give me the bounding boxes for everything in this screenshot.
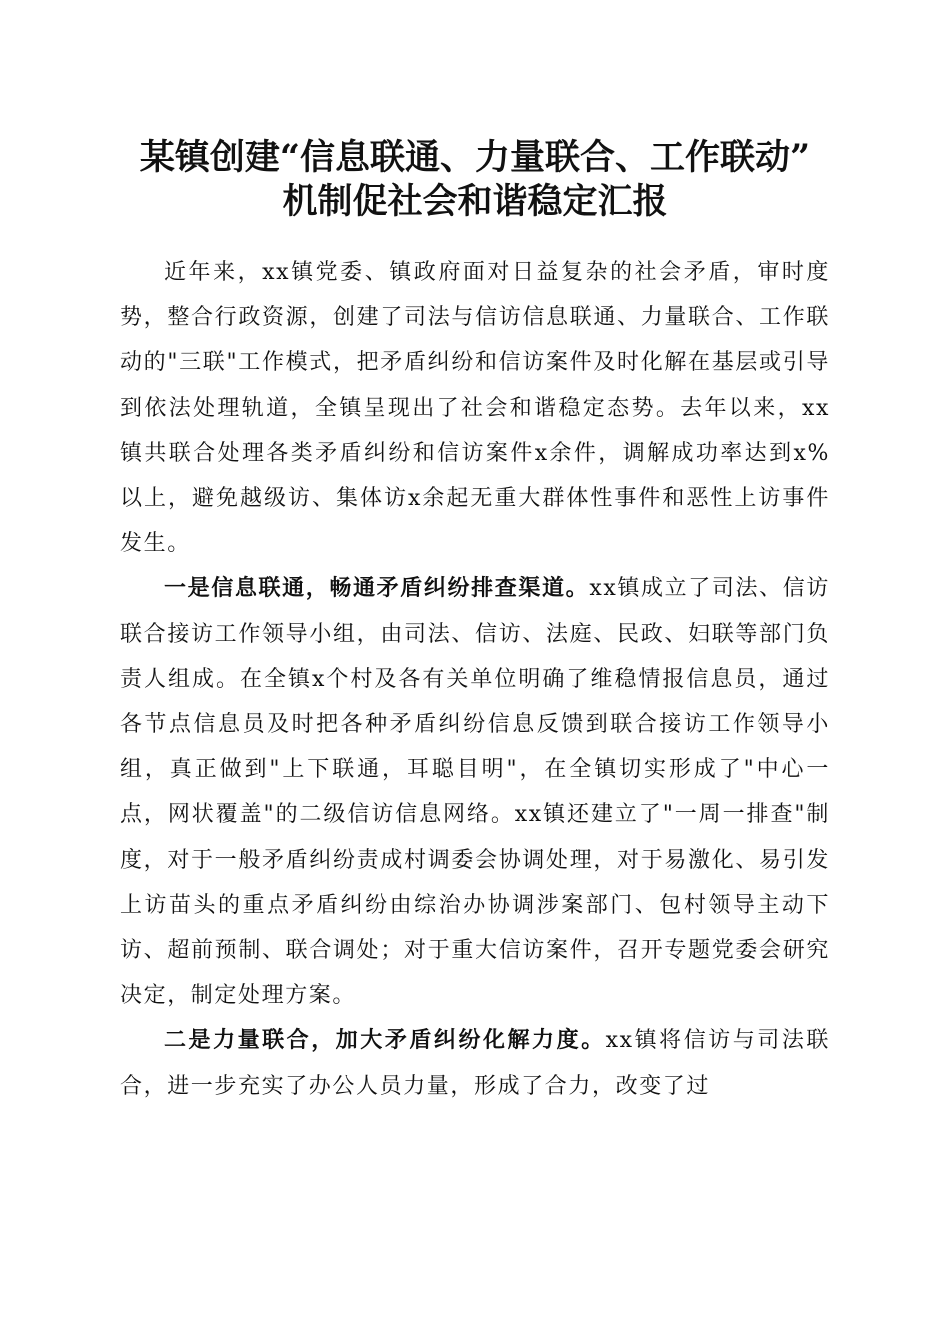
paragraph-force-union-heading: 二是力量联合，加大矛盾纠纷化解力度。 [164,1027,606,1054]
paragraph-force-union [120,1018,830,1108]
paragraph-intro [120,250,830,566]
paragraph-intro-text: 近年来，xx镇党委、镇政府面对日益复杂的社会矛盾，审时度势，整合行政资源，创建了司法与信访信息联通、力量联合、工作联动的"三联"工作模式，把矛盾纠纷和信访案件及时化解在基层或引导到依法处理轨道，全镇呈现出了社会和谐稳定态势。去年以来，xx镇共联合处理各类矛盾纠纷和信访案件x余件，调解成功率达到x%以上，避免越级访、集体访x余起无重大群体性事件和恶性上访事件发生。 [120,260,830,557]
paragraph-information-connection-text: xx镇成立了司法、信访联合接访工作领导小组，由司法、信访、法庭、民政、妇联等部门负责人组成。在全镇x个村及各有关单位明确了维稳情报信息员，通过各节点信息员及时把各种矛盾纠纷信息反馈到联合接访工作领导小组，真正做到"上下联通，耳聪目明"，在全镇切实形成了"中心一点，网状覆盖"的二级信访信息网络。xx镇还建立了"一周一排查"制度，对于一般矛盾纠纷责成村调委会协调处理，对于易激化、易引发上访苗头的重点矛盾纠纷由综治办协调涉案部门、包村领导主动下访、超前预制、联合调处；对于重大信访案件，召开专题党委会研究决定，制定处理方案。 [120,576,830,1009]
document-body [120,250,830,1109]
paragraph-information-connection-heading: 一是信息联通，畅通矛盾纠纷排查渠道。 [164,575,590,602]
document-title-line-1: 某镇创建“信息联通、力量联合、工作联动” [139,137,811,178]
paragraph-information-connection [120,566,830,1018]
document-title-line-2: 机制促社会和谐稳定汇报 [282,181,668,222]
paragraph-force-union-text: xx镇将信访与司法联合，进一步充实了办公人员力量，形成了合力，改变了过 [120,1028,830,1099]
